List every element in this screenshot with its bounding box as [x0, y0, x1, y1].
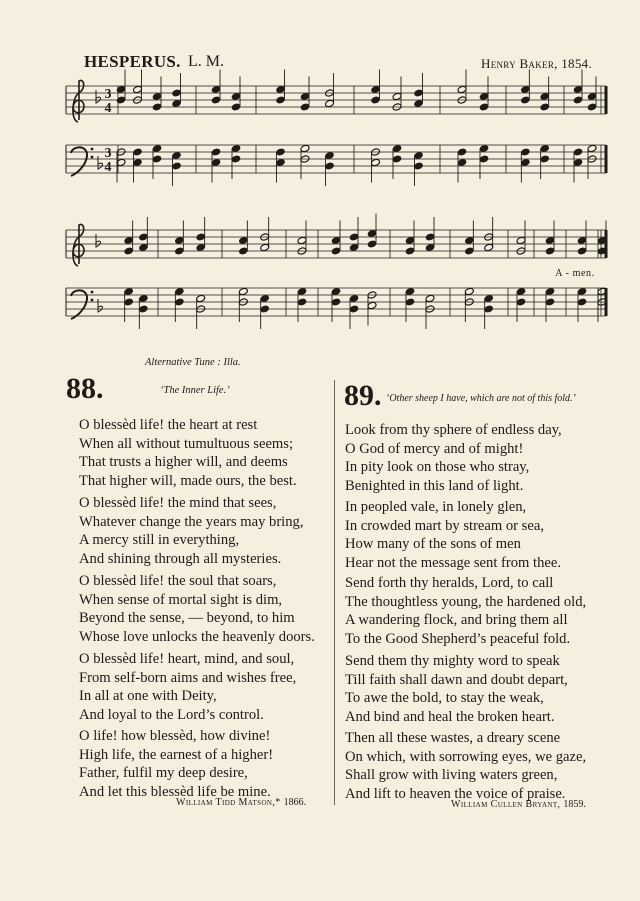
- note-head: [124, 247, 134, 255]
- note-head: [276, 85, 286, 93]
- half-note-head: [392, 92, 402, 100]
- verse-line: And lift to heaven the voice of praise.: [345, 785, 566, 802]
- note-head: [414, 151, 424, 159]
- verse-line: Send them thy mighty word to speak: [345, 653, 560, 669]
- verse-line: A wandering flock, and bring them all: [345, 612, 568, 628]
- verse-line: Look from thy sphere of endless day,: [345, 422, 562, 438]
- verse-line: And shining through all mysteries.: [79, 550, 282, 567]
- note-head: [331, 298, 341, 306]
- note-head: [211, 85, 221, 93]
- hymn89-stanza-4: [345, 652, 615, 726]
- note-head: [138, 233, 148, 241]
- bass-clef-dot: [91, 299, 94, 302]
- verse-line: O God of mercy and of might!: [345, 440, 524, 457]
- half-note-head: [300, 144, 310, 152]
- note-head: [152, 92, 162, 100]
- hymn88-stanza-3: [79, 572, 349, 646]
- half-note-head: [133, 85, 143, 93]
- verse-line: Benighted in this land of light.: [345, 477, 524, 494]
- note-head: [231, 92, 241, 100]
- hymn-title-89: ‘Other sheep I have, which are not of this fold.’: [386, 393, 576, 404]
- note-head: [540, 103, 550, 111]
- verse-line: In all at one with Deity,: [79, 688, 217, 704]
- hymn88-author: [176, 797, 306, 808]
- note-head: [231, 155, 241, 163]
- note-head: [573, 158, 583, 166]
- note-head: [545, 247, 555, 255]
- note-head: [520, 85, 530, 93]
- verse-line: To the Good Shepherd’s peaceful fold.: [345, 630, 571, 647]
- note-head: [172, 99, 182, 107]
- author-year: 1866.: [283, 797, 307, 808]
- verse-line: In pity look on those who stray,: [345, 459, 530, 475]
- note-head: [573, 148, 583, 156]
- note-head: [367, 240, 377, 248]
- note-head: [484, 294, 494, 302]
- note-head: [260, 305, 270, 313]
- note-head: [464, 247, 474, 255]
- note-head: [231, 144, 241, 152]
- note-head: [238, 236, 248, 244]
- time-signature-digit: 4: [104, 160, 112, 175]
- note-head: [479, 155, 489, 163]
- hymn88-stanza-5: [79, 727, 349, 801]
- note-head: [231, 103, 241, 111]
- note-head: [371, 85, 381, 93]
- verse-line: Hear not the message sent from thee.: [345, 554, 561, 571]
- hymn-number-88: 88.: [66, 372, 104, 405]
- half-note-head: [516, 236, 526, 244]
- verse-line: Then all these wastes, a dreary scene: [345, 730, 561, 746]
- note-head: [540, 144, 550, 152]
- note-head: [545, 298, 555, 306]
- verse-line: And let this blessèd life be mine.: [79, 783, 271, 800]
- verse-line: O blessèd life! the soul that soars,: [79, 573, 277, 589]
- note-head: [325, 162, 335, 170]
- composer-credit: Henry Baker, 1854.: [481, 56, 592, 71]
- note-head: [540, 155, 550, 163]
- treble-clef-icon: [73, 80, 84, 122]
- note-head: [196, 243, 206, 251]
- note-head: [349, 243, 359, 251]
- note-head: [138, 243, 148, 251]
- tune-meter: L. M.: [188, 53, 224, 70]
- half-note-head: [196, 294, 206, 302]
- hymn89-stanza-1: [345, 421, 615, 495]
- note-head: [479, 92, 489, 100]
- verse-line: On which, with sorrowing eyes, we gaze,: [345, 748, 587, 765]
- note-head: [116, 96, 126, 104]
- note-head: [405, 247, 415, 255]
- note-head: [172, 151, 182, 159]
- composer-year: 1854.: [561, 56, 592, 71]
- verse-line: Father, fulfil my deep desire,: [79, 765, 248, 781]
- note-head: [520, 96, 530, 104]
- hymn89-stanza-2: [345, 498, 615, 572]
- note-head: [297, 287, 307, 295]
- hymn89-stanza-5: [345, 729, 615, 803]
- note-head: [425, 233, 435, 241]
- verse-line: That trusts a higher will, and deems: [79, 454, 288, 470]
- note-head: [573, 96, 583, 104]
- note-head: [172, 162, 182, 170]
- note-head: [276, 96, 286, 104]
- note-head: [405, 298, 415, 306]
- column-divider: [334, 380, 335, 805]
- note-head: [174, 236, 184, 244]
- note-head: [349, 233, 359, 241]
- note-head: [545, 287, 555, 295]
- half-note-head: [238, 287, 248, 295]
- note-head: [133, 158, 143, 166]
- flat-sign-icon: [96, 90, 101, 103]
- note-head: [297, 298, 307, 306]
- note-head: [211, 96, 221, 104]
- hymn-number-89: 89.: [344, 379, 382, 412]
- note-head: [573, 85, 583, 93]
- note-head: [577, 247, 587, 255]
- alternative-tune: Alternative Tune : Illa.: [145, 357, 241, 368]
- note-head: [587, 92, 597, 100]
- note-head: [392, 155, 402, 163]
- note-head: [138, 305, 148, 313]
- half-note-head: [260, 243, 270, 251]
- note-head: [331, 287, 341, 295]
- verse-line: And bind and heal the broken heart.: [345, 708, 555, 725]
- note-head: [392, 144, 402, 152]
- half-note-head: [425, 294, 435, 302]
- composer-name: Henry Baker: [481, 56, 555, 71]
- note-head: [325, 151, 335, 159]
- note-head: [425, 243, 435, 251]
- note-head: [371, 96, 381, 104]
- verse-line: Till faith shall dawn and doubt depart,: [345, 671, 568, 688]
- amen-label: A - men.: [555, 268, 595, 279]
- note-head: [276, 158, 286, 166]
- note-head: [196, 233, 206, 241]
- music-score: [0, 0, 640, 345]
- note-head: [516, 287, 526, 295]
- time-signature-digit: 3: [104, 146, 112, 161]
- flat-sign-icon: [98, 299, 103, 312]
- bass-clef-dot: [91, 156, 94, 159]
- verse-line: To awe the bold, to stay the weak,: [345, 690, 544, 706]
- half-note-head: [464, 287, 474, 295]
- hymn88-stanza-4: [79, 650, 349, 724]
- note-head: [349, 294, 359, 302]
- verse-line: High life, the earnest of a higher!: [79, 746, 274, 763]
- verse-line: Whatever change the years may bring,: [79, 513, 304, 530]
- note-head: [276, 148, 286, 156]
- note-head: [300, 92, 310, 100]
- hymn88-stanza-1: [79, 416, 349, 490]
- verse-line: Whose love unlocks the heavenly doors.: [79, 628, 315, 645]
- hymn89-stanza-3: [345, 574, 615, 648]
- note-head: [479, 103, 489, 111]
- note-head: [464, 236, 474, 244]
- author-year: 1859.: [563, 799, 586, 810]
- verse-line: O blessèd life! the mind that sees,: [79, 495, 277, 511]
- verse-line: From self-born aims and wishes free,: [79, 669, 297, 686]
- flat-sign-icon: [96, 234, 101, 247]
- note-head: [577, 298, 587, 306]
- note-head: [174, 287, 184, 295]
- note-head: [457, 158, 467, 166]
- note-head: [260, 294, 270, 302]
- note-head: [414, 89, 424, 97]
- note-head: [479, 144, 489, 152]
- verse-line: O life! how blessèd, how divine!: [79, 728, 271, 744]
- note-head: [577, 236, 587, 244]
- bass-clef-dot: [91, 148, 94, 151]
- hymn-title-88: ‘The Inner Life.’: [160, 385, 230, 396]
- verse-line: Send forth thy heralds, Lord, to call: [345, 575, 554, 591]
- half-note-head: [116, 158, 126, 166]
- verse-line: In peopled vale, in lonely glen,: [345, 499, 527, 515]
- verse-line: A mercy still in everything,: [79, 532, 240, 548]
- verse-line: The thoughtless young, the hardened old,: [345, 593, 587, 610]
- note-head: [300, 103, 310, 111]
- note-head: [174, 298, 184, 306]
- note-head: [124, 287, 134, 295]
- verse-line: Beyond the sense, — beyond, to him: [79, 610, 295, 626]
- note-head: [414, 162, 424, 170]
- verse-line: O blessèd life! the heart at rest: [79, 417, 258, 433]
- half-note-head: [371, 158, 381, 166]
- author-name: William Cullen Bryant,: [451, 799, 561, 810]
- note-head: [138, 294, 148, 302]
- note-head: [174, 247, 184, 255]
- verse-line: When all without tumultuous seems;: [79, 435, 294, 452]
- verse-line: And loyal to the Lord’s control.: [79, 706, 264, 723]
- hymn88-stanza-2: [79, 494, 349, 568]
- hymn89-author: [451, 799, 586, 810]
- note-head: [124, 236, 134, 244]
- author-name: William Tidd Matson,*: [176, 797, 281, 808]
- note-head: [484, 305, 494, 313]
- note-head: [516, 298, 526, 306]
- half-note-head: [587, 144, 597, 152]
- note-head: [457, 148, 467, 156]
- note-head: [414, 99, 424, 107]
- verse-line: In crowded mart by stream or sea,: [345, 517, 544, 534]
- half-note-head: [457, 85, 467, 93]
- verse-line: O blessèd life! heart, mind, and soul,: [79, 651, 295, 667]
- note-head: [152, 144, 162, 152]
- note-head: [520, 148, 530, 156]
- note-head: [540, 92, 550, 100]
- treble-clef-icon: [73, 224, 84, 266]
- tune-name: HESPERUS.: [84, 52, 181, 71]
- time-signature-digit: 4: [104, 101, 112, 116]
- note-head: [349, 305, 359, 313]
- note-head: [116, 85, 126, 93]
- note-head: [587, 103, 597, 111]
- note-head: [152, 155, 162, 163]
- note-head: [331, 236, 341, 244]
- note-head: [405, 287, 415, 295]
- verse-line: How many of the sons of men: [345, 536, 521, 552]
- note-head: [152, 103, 162, 111]
- half-note-head: [325, 99, 335, 107]
- half-note-head: [367, 301, 377, 309]
- note-head: [211, 148, 221, 156]
- half-note-head: [297, 236, 307, 244]
- bass-clef-dot: [91, 291, 94, 294]
- flat-sign-icon: [98, 156, 103, 169]
- verse-line: That higher will, made ours, the best.: [79, 472, 297, 489]
- verse-line: When sense of mortal sight is dim,: [79, 591, 283, 608]
- note-head: [124, 298, 134, 306]
- note-head: [133, 148, 143, 156]
- note-head: [331, 247, 341, 255]
- verse-line: Shall grow with living waters green,: [345, 767, 558, 783]
- note-head: [367, 229, 377, 237]
- note-head: [405, 236, 415, 244]
- note-head: [238, 247, 248, 255]
- note-head: [577, 287, 587, 295]
- half-note-head: [484, 243, 494, 251]
- time-signature-digit: 3: [104, 87, 112, 102]
- note-head: [520, 158, 530, 166]
- note-head: [545, 236, 555, 244]
- note-head: [172, 89, 182, 97]
- note-head: [211, 158, 221, 166]
